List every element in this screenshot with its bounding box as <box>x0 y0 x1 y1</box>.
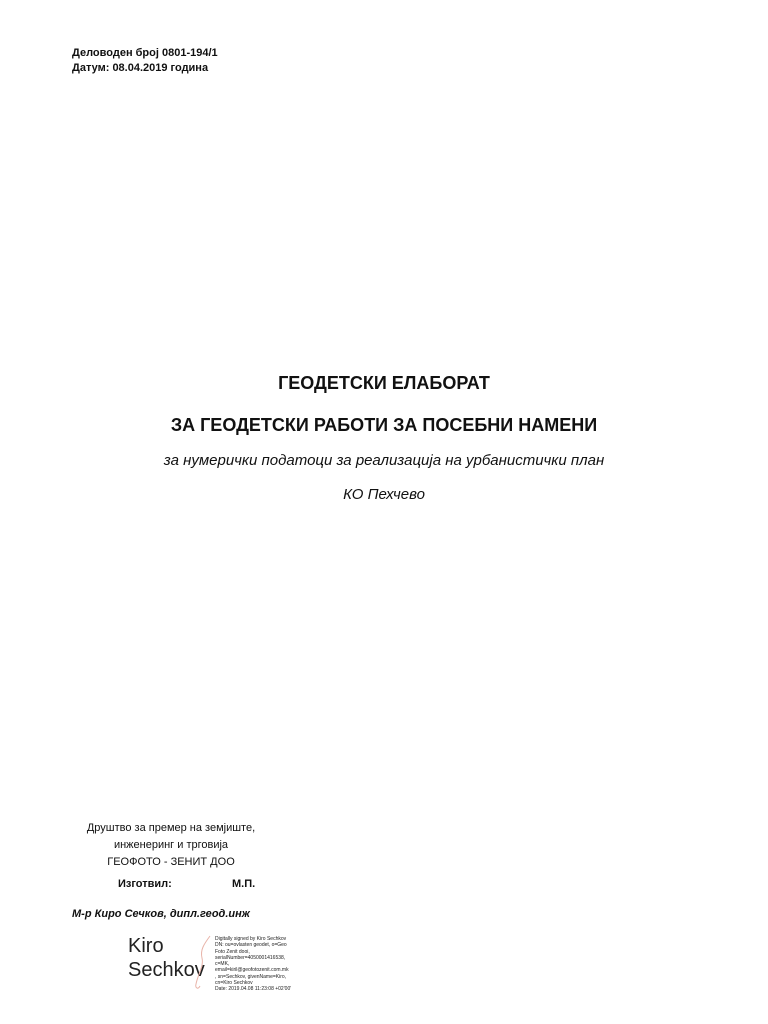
signature-detail-line: Foto Zenit dooi, <box>215 948 250 955</box>
signature-details <box>215 936 311 993</box>
company-name: ГЕОФОТО - ЗЕНИТ ДОО <box>107 856 235 868</box>
signature-detail-line: Digitally signed by Kiro Sechkov <box>215 936 287 942</box>
digital-signature <box>128 934 308 994</box>
signature-last-name: Sechkov <box>128 959 205 981</box>
stamp-label: М.П. <box>232 878 256 890</box>
document-date: Датум: 08.04.2019 година <box>72 62 209 74</box>
signature-detail-line: DN: ou=ovlasten geodet, o=Geo <box>215 942 287 949</box>
signature-detail-line: serialNumber=4050001416538, <box>215 954 286 961</box>
company-line-1: Друштво за премер на земјиште, <box>86 822 256 834</box>
signature-detail-line: cn=Kiro Sechkov <box>215 980 253 987</box>
signature-first-name: Kiro <box>128 935 164 957</box>
document-description: за нумерички податоци за реализација на урбанистички план <box>163 452 605 469</box>
signature-detail-line: , sn=Sechkov, givenName=Kiro, <box>215 973 287 980</box>
title-block <box>0 370 768 506</box>
signature-stroke-icon <box>190 934 214 992</box>
prepared-by-label: Изготвил: <box>118 878 172 890</box>
signature-detail-line: email=kiril@geofotozenit.com.mk <box>215 967 289 974</box>
company-line-2: инженеринг и трговија <box>113 839 229 851</box>
signature-detail-line: c=MK, <box>215 961 230 968</box>
document-subtitle: ЗА ГЕОДЕТСКИ РАБОТИ ЗА ПОСЕБНИ НАМЕНИ <box>170 415 598 435</box>
reference-number: Деловоден број 0801-194/1 <box>72 47 218 59</box>
company-info <box>76 820 266 871</box>
document-title: ГЕОДЕТСКИ ЕЛАБОРАТ <box>278 373 490 393</box>
document-header <box>72 46 218 76</box>
cadastral-municipality: КО Пехчево <box>343 486 425 503</box>
signature-detail-line: Date: 2019.04.08 11:23:08 +02'00' <box>215 986 292 993</box>
prepared-by-row <box>118 878 278 890</box>
author-name: М-р Киро Сечков, дипл.геод.инж <box>72 908 250 920</box>
